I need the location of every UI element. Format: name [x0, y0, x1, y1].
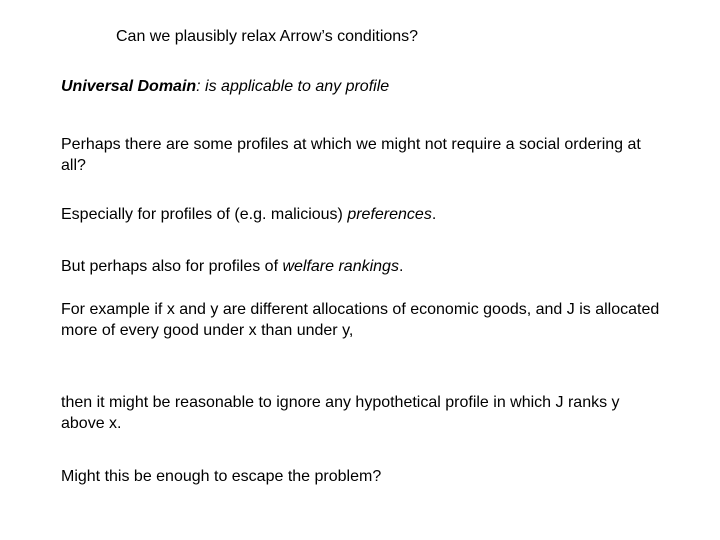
- especially-paragraph: [61, 205, 661, 226]
- welfare-tail: .: [398, 258, 404, 275]
- perhaps-not-required-paragraph: Perhaps there are some profiles at which we might not require a social ordering at all?: [61, 136, 641, 174]
- welfare-lead: But perhaps also for profiles of: [61, 258, 283, 275]
- slide-title: Can we plausibly relax Arrow’s conditions?: [116, 28, 419, 45]
- welfare-rankings-paragraph: [61, 257, 661, 278]
- example-paragraph: For example if x and y are different allocations of economic goods, and J is allocated more of every good under x than under y,: [61, 301, 660, 339]
- universal-domain-paragraph: [61, 77, 661, 98]
- preferences-emphasis: preferences: [347, 206, 432, 223]
- ignore-profile-paragraph: then it might be reasonable to ignore any hypothetical profile in which J ranks y above x.: [61, 394, 620, 432]
- especially-tail: .: [431, 206, 437, 223]
- universal-domain-term: Universal Domain: [61, 78, 197, 95]
- especially-lead: Especially for profiles of (e.g. malicious): [61, 206, 348, 223]
- universal-domain-definition: : is applicable to any profile: [196, 78, 390, 95]
- welfare-rankings-emphasis: welfare rankings: [282, 258, 399, 275]
- closing-question: Might this be enough to escape the problem?: [61, 468, 382, 485]
